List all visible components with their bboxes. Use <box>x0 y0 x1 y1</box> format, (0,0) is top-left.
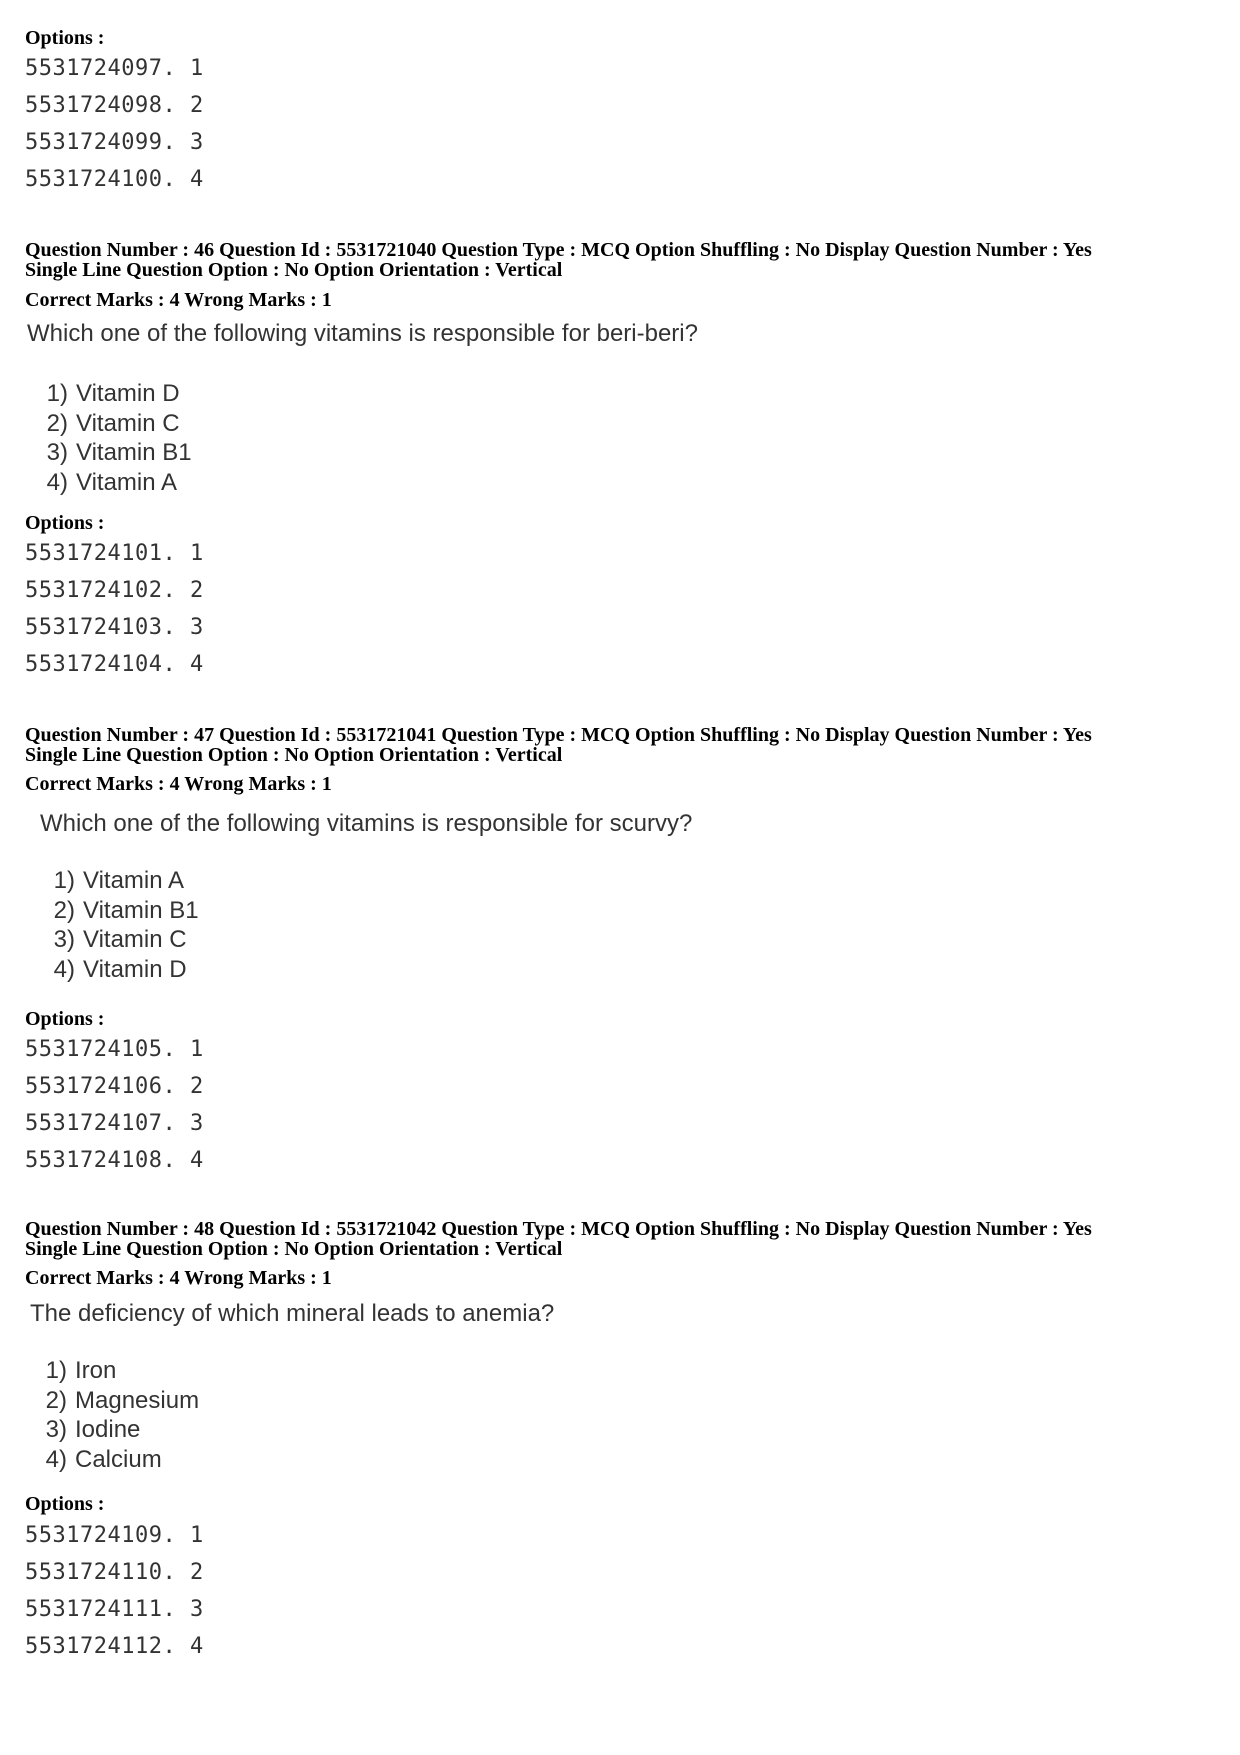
answer-choice: 3) Iodine <box>45 1416 141 1443</box>
options-list <box>25 1517 204 1665</box>
answer-choices <box>29 1356 199 1474</box>
question-meta <box>25 1219 1225 1259</box>
question-meta-line1: Question Number : 46 Question Id : 5531721040 Question Type : MCQ Option Shuffling : No Display Question Number : Yes <box>25 239 1092 261</box>
question-marks: Correct Marks : 4 Wrong Marks : 1 <box>25 773 332 795</box>
option-code: 5531724105. 1 <box>25 1037 204 1062</box>
question-meta <box>25 240 1225 280</box>
option-code: 5531724107. 3 <box>25 1111 204 1136</box>
option-code: 5531724100. 4 <box>25 167 204 192</box>
options-list <box>25 1031 204 1179</box>
answer-choice: 1) Iron <box>45 1357 117 1384</box>
question-text: The deficiency of which mineral leads to anemia? <box>30 1300 555 1327</box>
option-code: 5531724106. 2 <box>25 1074 204 1099</box>
answer-choices <box>37 866 199 984</box>
option-code: 5531724108. 4 <box>25 1148 204 1173</box>
answer-choice: 4) Vitamin A <box>46 468 177 496</box>
option-code: 5531724097. 1 <box>25 56 204 81</box>
option-code: 5531724102. 2 <box>25 578 204 603</box>
question-marks: Correct Marks : 4 Wrong Marks : 1 <box>25 1267 332 1289</box>
option-code: 5531724110. 2 <box>25 1560 204 1585</box>
answer-choices <box>30 379 192 497</box>
option-code: 5531724098. 2 <box>25 93 204 118</box>
question-text: Which one of the following vitamins is responsible for beri-beri? <box>27 320 698 347</box>
answer-choice: 3) Vitamin C <box>53 926 187 953</box>
option-code: 5531724103. 3 <box>25 615 204 640</box>
answer-choice: 2) Vitamin C <box>46 409 180 437</box>
question-meta-line1: Question Number : 47 Question Id : 5531721041 Question Type : MCQ Option Shuffling : No Display Question Number : Yes <box>25 724 1092 746</box>
question-meta-line2: Single Line Question Option : No Option Orientation : Vertical <box>25 259 563 281</box>
option-code: 5531724112. 4 <box>25 1634 204 1659</box>
option-code: 5531724101. 1 <box>25 541 204 566</box>
answer-choice: 1) Vitamin A <box>53 867 184 894</box>
option-code: 5531724109. 1 <box>25 1523 204 1548</box>
question-meta <box>25 725 1225 765</box>
answer-choice: 2) Vitamin B1 <box>53 896 199 924</box>
answer-choice: 1) Vitamin D <box>46 380 180 407</box>
options-heading: Options : <box>25 1008 105 1030</box>
options-list <box>25 535 204 683</box>
question-marks: Correct Marks : 4 Wrong Marks : 1 <box>25 289 332 311</box>
answer-choice: 4) Calcium <box>45 1445 162 1473</box>
question-meta-line2: Single Line Question Option : No Option Orientation : Vertical <box>25 744 563 766</box>
answer-choice: 3) Vitamin B1 <box>46 439 192 466</box>
options-heading: Options : <box>25 1493 105 1515</box>
answer-choice: 4) Vitamin D <box>53 955 187 983</box>
question-meta-line1: Question Number : 48 Question Id : 5531721042 Question Type : MCQ Option Shuffling : No Display Question Number : Yes <box>25 1218 1092 1240</box>
question-meta-line2: Single Line Question Option : No Option Orientation : Vertical <box>25 1238 563 1260</box>
answer-choice: 2) Magnesium <box>45 1386 200 1414</box>
question-text: Which one of the following vitamins is responsible for scurvy? <box>40 810 693 837</box>
options-heading: Options : <box>25 27 105 49</box>
options-heading: Options : <box>25 512 105 534</box>
options-list <box>25 50 204 198</box>
option-code: 5531724099. 3 <box>25 130 204 155</box>
option-code: 5531724111. 3 <box>25 1597 204 1622</box>
option-code: 5531724104. 4 <box>25 652 204 677</box>
